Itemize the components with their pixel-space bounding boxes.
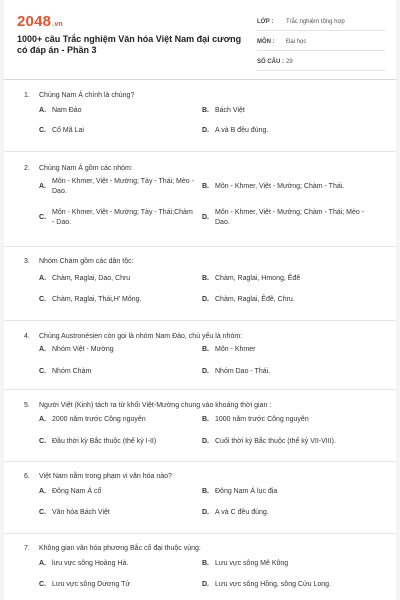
- option-text: A và B đều đúng.: [215, 127, 269, 134]
- answer-option[interactable]: [24, 295, 196, 305]
- option-text: Cuối thời kỳ Bắc thuộc (thế kỷ VII-VIII).: [215, 438, 336, 445]
- option-text: Chàm, Raglai, Hmong, Êđê: [215, 275, 301, 282]
- question-text: [24, 91, 384, 101]
- document-page: [4, 0, 396, 600]
- question-label: Chủng Nam Á chính là chủng?: [39, 92, 135, 99]
- answer-option[interactable]: [24, 367, 196, 377]
- question-text: [24, 544, 384, 554]
- answer-option[interactable]: [196, 437, 376, 447]
- answer-option[interactable]: [196, 177, 376, 197]
- meta-key: MÔN :: [257, 39, 275, 45]
- option-row: [24, 126, 384, 136]
- option-text: Lưu vực sông Dương Tử: [52, 581, 131, 588]
- answer-option[interactable]: [196, 345, 376, 355]
- option-row: [24, 345, 384, 355]
- option-letter: D.: [202, 127, 209, 134]
- meta-table: [257, 14, 385, 74]
- option-text: Văn hóa Bách Việt: [52, 509, 110, 516]
- option-text: Chàm, Raglai, Êđê, Chru.: [215, 296, 295, 303]
- option-row: [24, 437, 384, 447]
- option-text: Môn - Khmer: [215, 346, 256, 353]
- option-text: Đông Nam Á cổ: [52, 488, 102, 495]
- option-letter: D.: [202, 438, 209, 445]
- answer-option[interactable]: [196, 415, 376, 425]
- question-number: 1.: [24, 92, 30, 99]
- option-text: Đầu thời kỳ Bắc thuộc (thế kỷ I-II): [52, 438, 157, 445]
- question-list: [4, 80, 396, 600]
- answer-option[interactable]: [196, 126, 376, 136]
- question-number: 7.: [24, 545, 30, 552]
- question-label: Không gian văn hóa phương Bắc cổ đại thuộc vùng:: [39, 545, 201, 552]
- option-letter: A.: [39, 560, 46, 567]
- question-number: 5.: [24, 402, 30, 409]
- question-item: [4, 247, 396, 321]
- option-row: [24, 295, 384, 305]
- option-letter: B.: [202, 275, 209, 282]
- option-letter: A.: [39, 183, 46, 190]
- option-row: [24, 208, 384, 228]
- logo-text: 2048: [17, 13, 52, 30]
- option-text: 2000 năm trước Công nguyên: [52, 416, 146, 423]
- option-letter: C.: [39, 127, 46, 134]
- answer-option[interactable]: [24, 508, 196, 518]
- option-letter: D.: [202, 214, 209, 221]
- option-letter: A.: [39, 275, 46, 282]
- answer-option[interactable]: [196, 295, 376, 305]
- option-text: 1000 năm trước Công nguyên: [215, 416, 309, 423]
- answer-option[interactable]: [196, 367, 376, 377]
- question-label: Người Việt (Kinh) tách ra từ khối Việt-Mường chung vào khoảng thời gian :: [39, 402, 272, 409]
- question-label: Chủng Austronésien còn gọi là nhóm Nam Đảo, chủ yếu là nhóm:: [39, 333, 243, 340]
- meta-value: 29: [286, 59, 293, 65]
- page-title: 1000+ câu Trắc nghiệm Văn hóa Việt Nam đại cương có đáp án - Phần 3: [17, 34, 242, 55]
- option-letter: A.: [39, 416, 46, 423]
- option-text: Chàm, Raglai, Dao, Chru: [52, 275, 131, 282]
- option-text: Nhóm Dao - Thái.: [215, 368, 271, 375]
- question-item: [4, 321, 396, 390]
- option-text: Đông Nam Á lục địa: [215, 488, 278, 495]
- option-letter: A.: [39, 107, 46, 114]
- question-label: Nhóm Chàm gồm các dân tộc:: [39, 258, 134, 265]
- answer-option[interactable]: [24, 208, 196, 228]
- option-letter: C.: [39, 438, 46, 445]
- option-row: [24, 415, 384, 425]
- option-text: A và C đều đúng.: [215, 509, 269, 516]
- option-letter: C.: [39, 214, 46, 221]
- answer-option[interactable]: [196, 274, 376, 284]
- option-letter: B.: [202, 560, 209, 567]
- option-letter: D.: [202, 509, 209, 516]
- meta-row-count: [257, 54, 385, 71]
- option-text: Môn - Khmer, Việt - Mường; Chàm - Thái.: [215, 183, 345, 190]
- question-text: [24, 472, 384, 482]
- question-item: [4, 534, 396, 600]
- option-row: [24, 106, 384, 116]
- meta-row-subject: [257, 34, 385, 51]
- question-number: 2.: [24, 165, 30, 172]
- option-text: Cổ Mã Lai: [52, 127, 84, 134]
- meta-key: LỚP :: [257, 19, 274, 25]
- answer-option[interactable]: [24, 559, 196, 569]
- option-row: [24, 274, 384, 284]
- answer-option[interactable]: [24, 487, 196, 497]
- option-text: Lưu vực sông Mê Kông: [215, 560, 289, 567]
- option-text: Môn - Khmer, Việt - Mường; Tày - Thái; Mèo - Dao.: [52, 178, 194, 195]
- meta-row-class: [257, 14, 385, 31]
- question-text: [24, 257, 384, 267]
- option-text: Bách Việt: [215, 107, 245, 114]
- option-text: lưu vực sông Hoàng Hà.: [52, 560, 129, 567]
- answer-option[interactable]: [24, 580, 196, 590]
- meta-value: Trắc nghiệm tổng hợp: [286, 19, 345, 25]
- question-item: [4, 80, 396, 152]
- option-letter: B.: [202, 107, 209, 114]
- option-text: Môn - Khmer, Việt - Mường; Chàm - Thái; Mèo - Dao.: [215, 209, 365, 226]
- site-logo[interactable]: [17, 13, 63, 30]
- question-text: [24, 164, 384, 174]
- option-letter: A.: [39, 346, 46, 353]
- answer-option[interactable]: [196, 508, 376, 518]
- option-letter: D.: [202, 296, 209, 303]
- question-text: [24, 401, 384, 411]
- question-number: 6.: [24, 473, 30, 480]
- question-number: 4.: [24, 333, 30, 340]
- option-letter: B.: [202, 416, 209, 423]
- option-text: Môn - Khmer, Việt - Mường; Tày - Thái;Chàm - Dao.: [52, 209, 193, 226]
- option-letter: C.: [39, 296, 46, 303]
- question-label: Việt Nam nằm trong phạm vi văn hóa nào?: [39, 473, 172, 480]
- option-letter: D.: [202, 581, 209, 588]
- option-text: Nam Đảo: [52, 107, 82, 114]
- option-letter: C.: [39, 368, 46, 375]
- option-row: [24, 487, 384, 497]
- answer-option[interactable]: [196, 559, 376, 569]
- option-letter: C.: [39, 509, 46, 516]
- answer-option[interactable]: [24, 106, 196, 116]
- answer-option[interactable]: [24, 437, 196, 447]
- answer-option[interactable]: [196, 106, 376, 116]
- answer-option[interactable]: [24, 177, 196, 197]
- option-letter: B.: [202, 346, 209, 353]
- logo-suffix: .vn: [52, 21, 63, 28]
- option-row: [24, 177, 384, 197]
- question-text: [24, 332, 384, 342]
- meta-key: SỐ CÂU :: [257, 59, 284, 65]
- answer-option[interactable]: [24, 126, 196, 136]
- option-row: [24, 580, 384, 590]
- meta-value: Đại học: [286, 39, 307, 45]
- option-row: [24, 367, 384, 377]
- question-number: 3.: [24, 258, 30, 265]
- option-text: Nhóm Chàm: [52, 368, 92, 375]
- question-label: Chủng Nam Á gồm các nhóm:: [39, 165, 133, 172]
- document-header: [4, 0, 396, 80]
- answer-option[interactable]: [196, 208, 376, 228]
- answer-option[interactable]: [24, 274, 196, 284]
- option-letter: A.: [39, 488, 46, 495]
- option-text: Nhóm Việt - Mường: [52, 346, 114, 353]
- answer-option[interactable]: [24, 415, 196, 425]
- option-letter: B.: [202, 183, 209, 190]
- option-letter: D.: [202, 368, 209, 375]
- option-row: [24, 508, 384, 518]
- question-item: [4, 462, 396, 534]
- question-item: [4, 390, 396, 462]
- question-item: [4, 152, 396, 247]
- answer-option[interactable]: [196, 487, 376, 497]
- option-letter: C.: [39, 581, 46, 588]
- option-text: Lưu vực sông Hồng, sông Cửu Long.: [215, 581, 332, 588]
- answer-option[interactable]: [196, 580, 376, 590]
- option-letter: B.: [202, 488, 209, 495]
- answer-option[interactable]: [24, 345, 196, 355]
- option-row: [24, 559, 384, 569]
- option-text: Chàm, Raglai, Thái,H’ Mông.: [52, 296, 142, 303]
